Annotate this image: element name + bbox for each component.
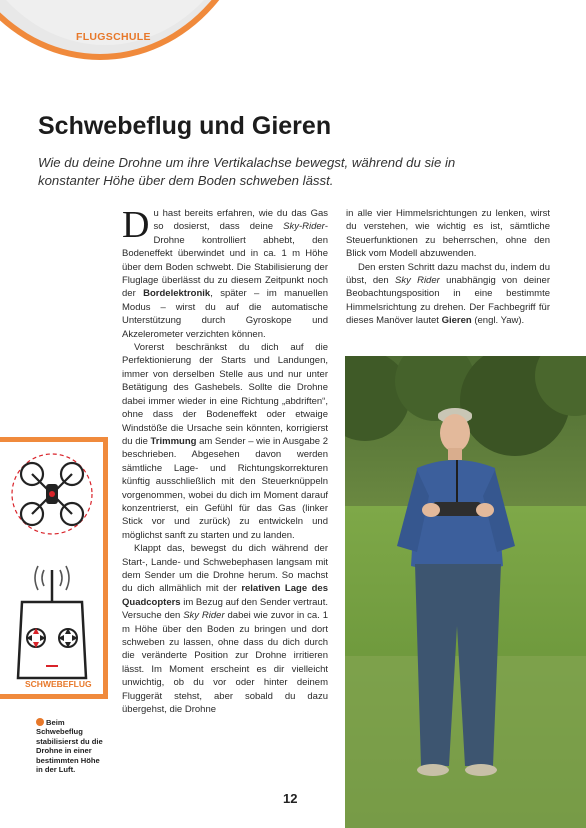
pilot-photo	[345, 356, 586, 828]
text: am Sender – wie in Ausgabe 2 beschrieben. Abgesehen davon werden sämtliche Lage- und Richtungskorrekturen künftig ausschließlich mit den Steuerknüppeln vorgenommen, wobei du dich im Moment darauf konzentrierst, ein Gefühl für das Gas (linker Stick vor und zurück) zu entwickeln und möglichst sanft zu starten und zu landen.	[122, 435, 328, 541]
hover-illustration	[0, 442, 103, 694]
face	[440, 414, 470, 452]
caption-text: Beim Schwebeflug stabilisierst du die Drohne in einer bestimmten Höhe in der Luft.	[36, 718, 103, 775]
remote-control-icon	[18, 602, 86, 678]
neck	[448, 448, 462, 460]
paragraph-2	[122, 341, 328, 542]
text: im Bezug auf den Sender vertraut. Versuche den	[122, 596, 328, 622]
bold-term: Trimmung	[150, 435, 197, 447]
text: Klappt das, bewegst du dich während der Start-, Lande- und Schwebephasen langsam mit dem Sender um die Drohne herum. So machst du dich allmählich mit der	[122, 543, 328, 595]
text: dabei wie zuvor in ca. 1 m Höhe über den Boden zu bringen und dort schweben zu lassen, ohne dass du dich durch die veränderte Position zur Drohne irritieren lässt. Im Moment erscheint es dir vielleicht unwichtig, ob du vor oder hinter deinem Fluggerät stehst, aber sobald du dazu übergehst, die Drohne	[122, 610, 328, 716]
text: Vorerst beschränkst du dich auf die Perfektionierung der Starts und Landungen, immer von derselben Stelle aus und nur unter Betätigung des Gashebels. Sollte die Drohne dabei immer wieder in eine Richtung „abdriften“, ohne dass der Bodeneffekt oder etwaige Windstöße die Ursache sein könnten, korrigierst du die	[122, 342, 328, 447]
text: , später – im manuellen Modus – wirst du auf die automatische Unterstützung durch Gyroskope und Akzelerometer verzichten können.	[122, 288, 328, 340]
italic-term: Sky Rider	[183, 610, 225, 622]
left-hand	[422, 503, 440, 517]
text-column-right	[346, 207, 550, 328]
italic-term: Sky Rider	[394, 275, 440, 287]
section-label: FLUGSCHULE	[76, 31, 151, 43]
paragraph-3	[122, 542, 328, 716]
pilot-photo-illustration	[345, 356, 586, 828]
text: (engl. Yaw).	[471, 315, 525, 327]
page-number: 12	[283, 791, 298, 806]
text: Den ersten Schritt dazu machst du, indem du übst, den	[346, 261, 550, 287]
text: in alle vier Himmelsrichtungen zu lenken, wirst du verstehen, wie wichtig es ist, sämtliche Steuerfunktionen zu beherrschen, ohne den Blick vom Modell abzuwenden.	[346, 208, 550, 260]
paragraph-4	[346, 207, 550, 261]
sidebar-label: SCHWEBEFLUG	[25, 679, 92, 689]
right-shoe	[465, 764, 497, 776]
drone-led	[49, 491, 55, 497]
right-hand	[476, 503, 494, 517]
text-column-left	[122, 204, 329, 716]
caption-marker-icon	[36, 718, 44, 726]
sidebar-frame	[0, 437, 108, 699]
text: -Drohne kontrolliert abhebt, den Bodeneffekt überwindet und in ca. 1 m Höhe über dem Boden schwebt. Die Stabilisierung der Fluglage überlässt du zu diesem Zeitpunkt noch der	[122, 221, 328, 300]
italic-term: Sky-Rider	[283, 221, 325, 233]
paragraph-1	[122, 204, 328, 341]
bold-term: Gieren	[441, 315, 472, 327]
article-title: Schwebeflug und Gieren	[38, 112, 332, 140]
dropcap: D	[122, 204, 150, 246]
text: u hast bereits erfahren, wie du das Gas so dosierst, dass deine	[153, 208, 328, 233]
remote-control	[433, 502, 481, 516]
paragraph-5	[346, 261, 550, 328]
text: unabhängig von deiner Beobachtungsposition in eine bestimmte Himmelsrichtung zu drehen. Der Fachbegriff für dieses Manöver lautet	[346, 275, 550, 327]
article-subtitle: Wie du deine Drohne um ihre Vertikalachse bewegst, während du sie in konstanter Höhe über dem Boden schweben lässt.	[38, 155, 456, 188]
left-shoe	[417, 764, 449, 776]
image-caption	[36, 718, 108, 774]
bold-term: relativen Lage des Quadcopters	[122, 583, 329, 608]
bold-term: Bordelektronik	[143, 288, 211, 300]
